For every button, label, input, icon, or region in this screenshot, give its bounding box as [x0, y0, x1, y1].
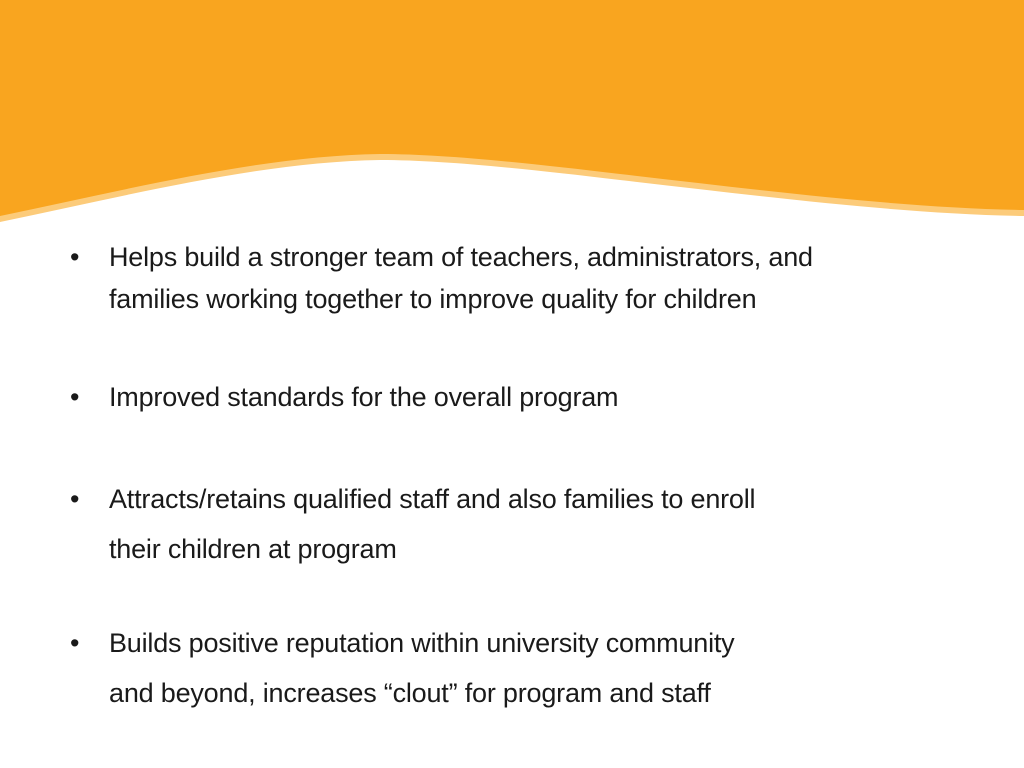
- bullet-text-line: and beyond, increases “clout” for program and staff: [109, 678, 711, 708]
- header-wave-banner: [0, 0, 1024, 230]
- bullet-marker: •: [70, 382, 80, 412]
- bullet-text-line: Attracts/retains qualified staff and also families to enroll: [109, 484, 756, 514]
- bullet-text-line: Builds positive reputation within university community: [109, 628, 735, 658]
- bullet-marker: •: [70, 242, 80, 272]
- bullet-text-line: Helps build a stronger team of teachers, administrators, and: [109, 242, 813, 272]
- bullet-marker: •: [70, 628, 80, 658]
- bullet-item: [70, 618, 970, 718]
- bullet-text-line: Improved standards for the overall program: [109, 382, 619, 412]
- bullet-item: [70, 236, 970, 320]
- bullet-text-line: their children at program: [109, 534, 397, 564]
- bullet-item: [70, 474, 970, 574]
- bullet-marker: •: [70, 484, 80, 514]
- bullet-text-line: families working together to improve quality for children: [109, 284, 757, 314]
- bullet-item: [70, 376, 970, 418]
- bullet-list: [70, 236, 970, 718]
